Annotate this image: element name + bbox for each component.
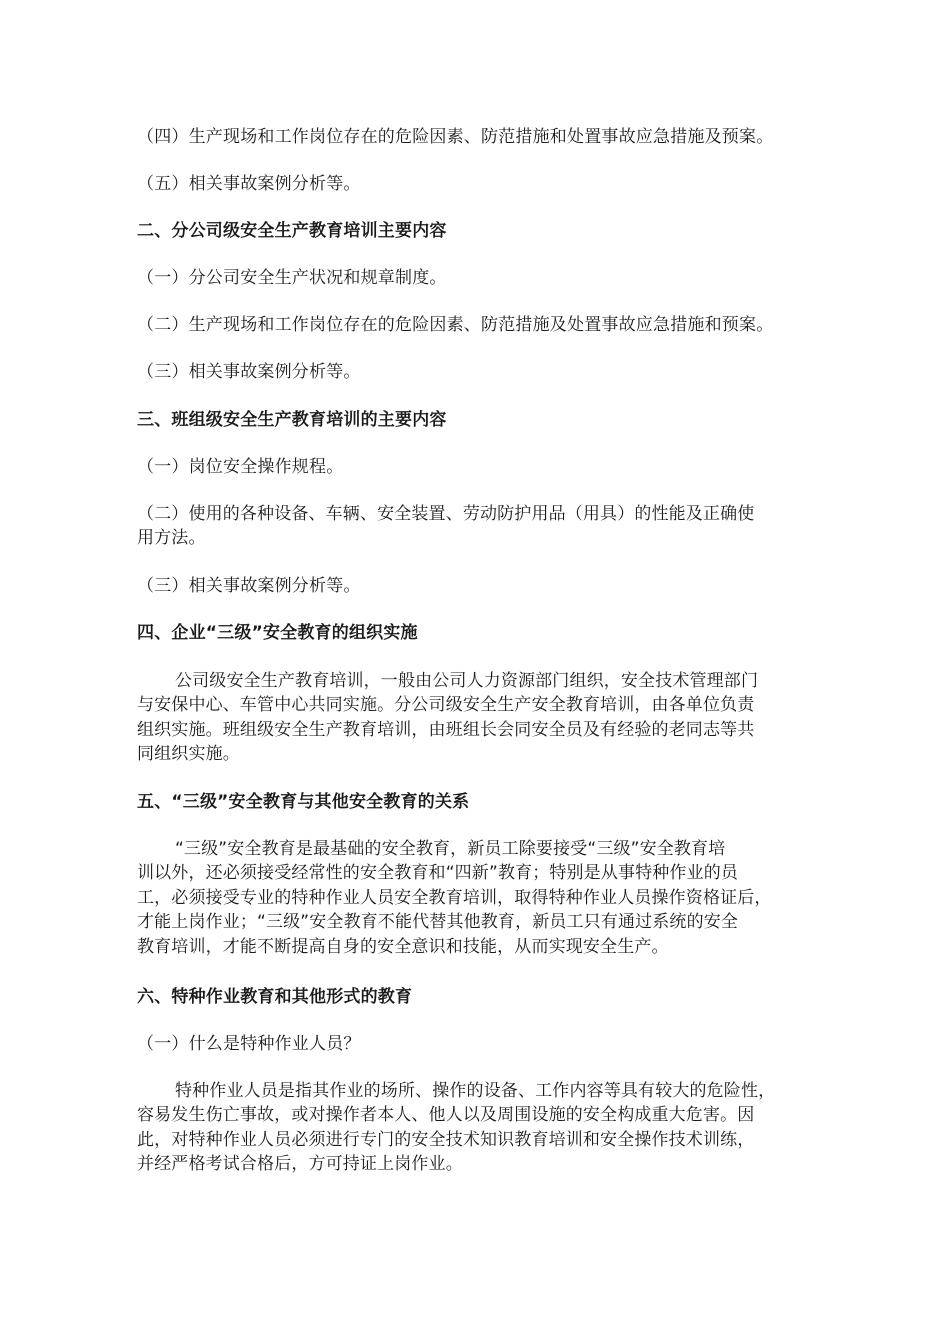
text-line: “三级”安全教育是最基础的安全教育，新员工除要接受“三级”安全教育培 <box>175 839 726 859</box>
text-line: 训以外，还必须接受经常性的安全教育和“四新”教育；特别是从事特种作业的员 <box>137 863 739 884</box>
heading-relationship: 五、“三级”安全教育与其他安全教育的关系 <box>137 792 470 812</box>
item-team-cases: （三）相关事故案例分析等。 <box>137 576 361 596</box>
text-line: 与安保中心、车管中心共同实施。分公司级安全生产安全教育培训，由各单位负责 <box>137 695 755 716</box>
text-line: 教育培训，才能不断提高自身的安全意识和技能，从而实现安全生产。 <box>137 936 669 957</box>
text-line: 并经严格考试合格后，方可持证上岗作业。 <box>137 1154 463 1175</box>
text-line: 容易发生伤亡事故，或对操作者本人、他人以及周围设施的安全构成重大危害。因 <box>137 1105 755 1126</box>
text-line: 公司级安全生产教育培训，一般由公司人力资源部门组织，安全技术管理部门 <box>175 671 759 691</box>
heading-team-level: 三、班组级安全生产教育培训的主要内容 <box>137 410 447 430</box>
text-line: 用方法。 <box>137 528 206 549</box>
text-line: 组织实施。班组级安全生产教育培训，由班组长会同安全员及有经验的老同志等共 <box>137 719 755 740</box>
text-line: （二）使用的各种设备、车辆、安全装置、劳动防护用品（用具）的性能及正确使 <box>137 504 755 524</box>
paragraph-organization <box>137 669 829 767</box>
item-branch-hazards: （二）生产现场和工作岗位存在的危险因素、防范措施及处置事故应急措施和预案。 <box>137 315 774 335</box>
paragraph-relationship <box>137 837 829 959</box>
item-case-analysis: （五）相关事故案例分析等。 <box>137 174 361 194</box>
heading-branch-level: 二、分公司级安全生产教育培训主要内容 <box>137 221 447 241</box>
item-what-is-special-operator: （一）什么是特种作业人员？ <box>137 1034 361 1054</box>
heading-special-operations: 六、特种作业教育和其他形式的教育 <box>137 987 413 1007</box>
text-line: 工，必须接受专业的特种作业人员安全教育培训，取得特种作业人员操作资格证后， <box>137 887 772 908</box>
text-line: 才能上岗作业；“三级”安全教育不能代替其他教育，新员工只有通过系统的安全 <box>137 912 739 933</box>
item-hazards-measures: （四）生产现场和工作岗位存在的危险因素、防范措施和处置事故应急措施及预案。 <box>137 127 774 147</box>
item-equipment-usage <box>137 502 829 551</box>
text-line: 同组织实施。 <box>137 744 240 765</box>
item-post-rules: （一）岗位安全操作规程。 <box>137 457 344 477</box>
text-line: 特种作业人员是指其作业的场所、操作的设备、工作内容等具有较大的危险性， <box>175 1081 776 1101</box>
paragraph-special-operators <box>137 1079 829 1177</box>
heading-organization: 四、企业“三级”安全教育的组织实施 <box>137 623 418 643</box>
item-branch-status: （一）分公司安全生产状况和规章制度。 <box>137 268 447 288</box>
text-line: 此，对特种作业人员必须进行专门的安全技术知识教育培训和安全操作技术训练， <box>137 1129 755 1150</box>
item-branch-cases: （三）相关事故案例分析等。 <box>137 362 361 382</box>
